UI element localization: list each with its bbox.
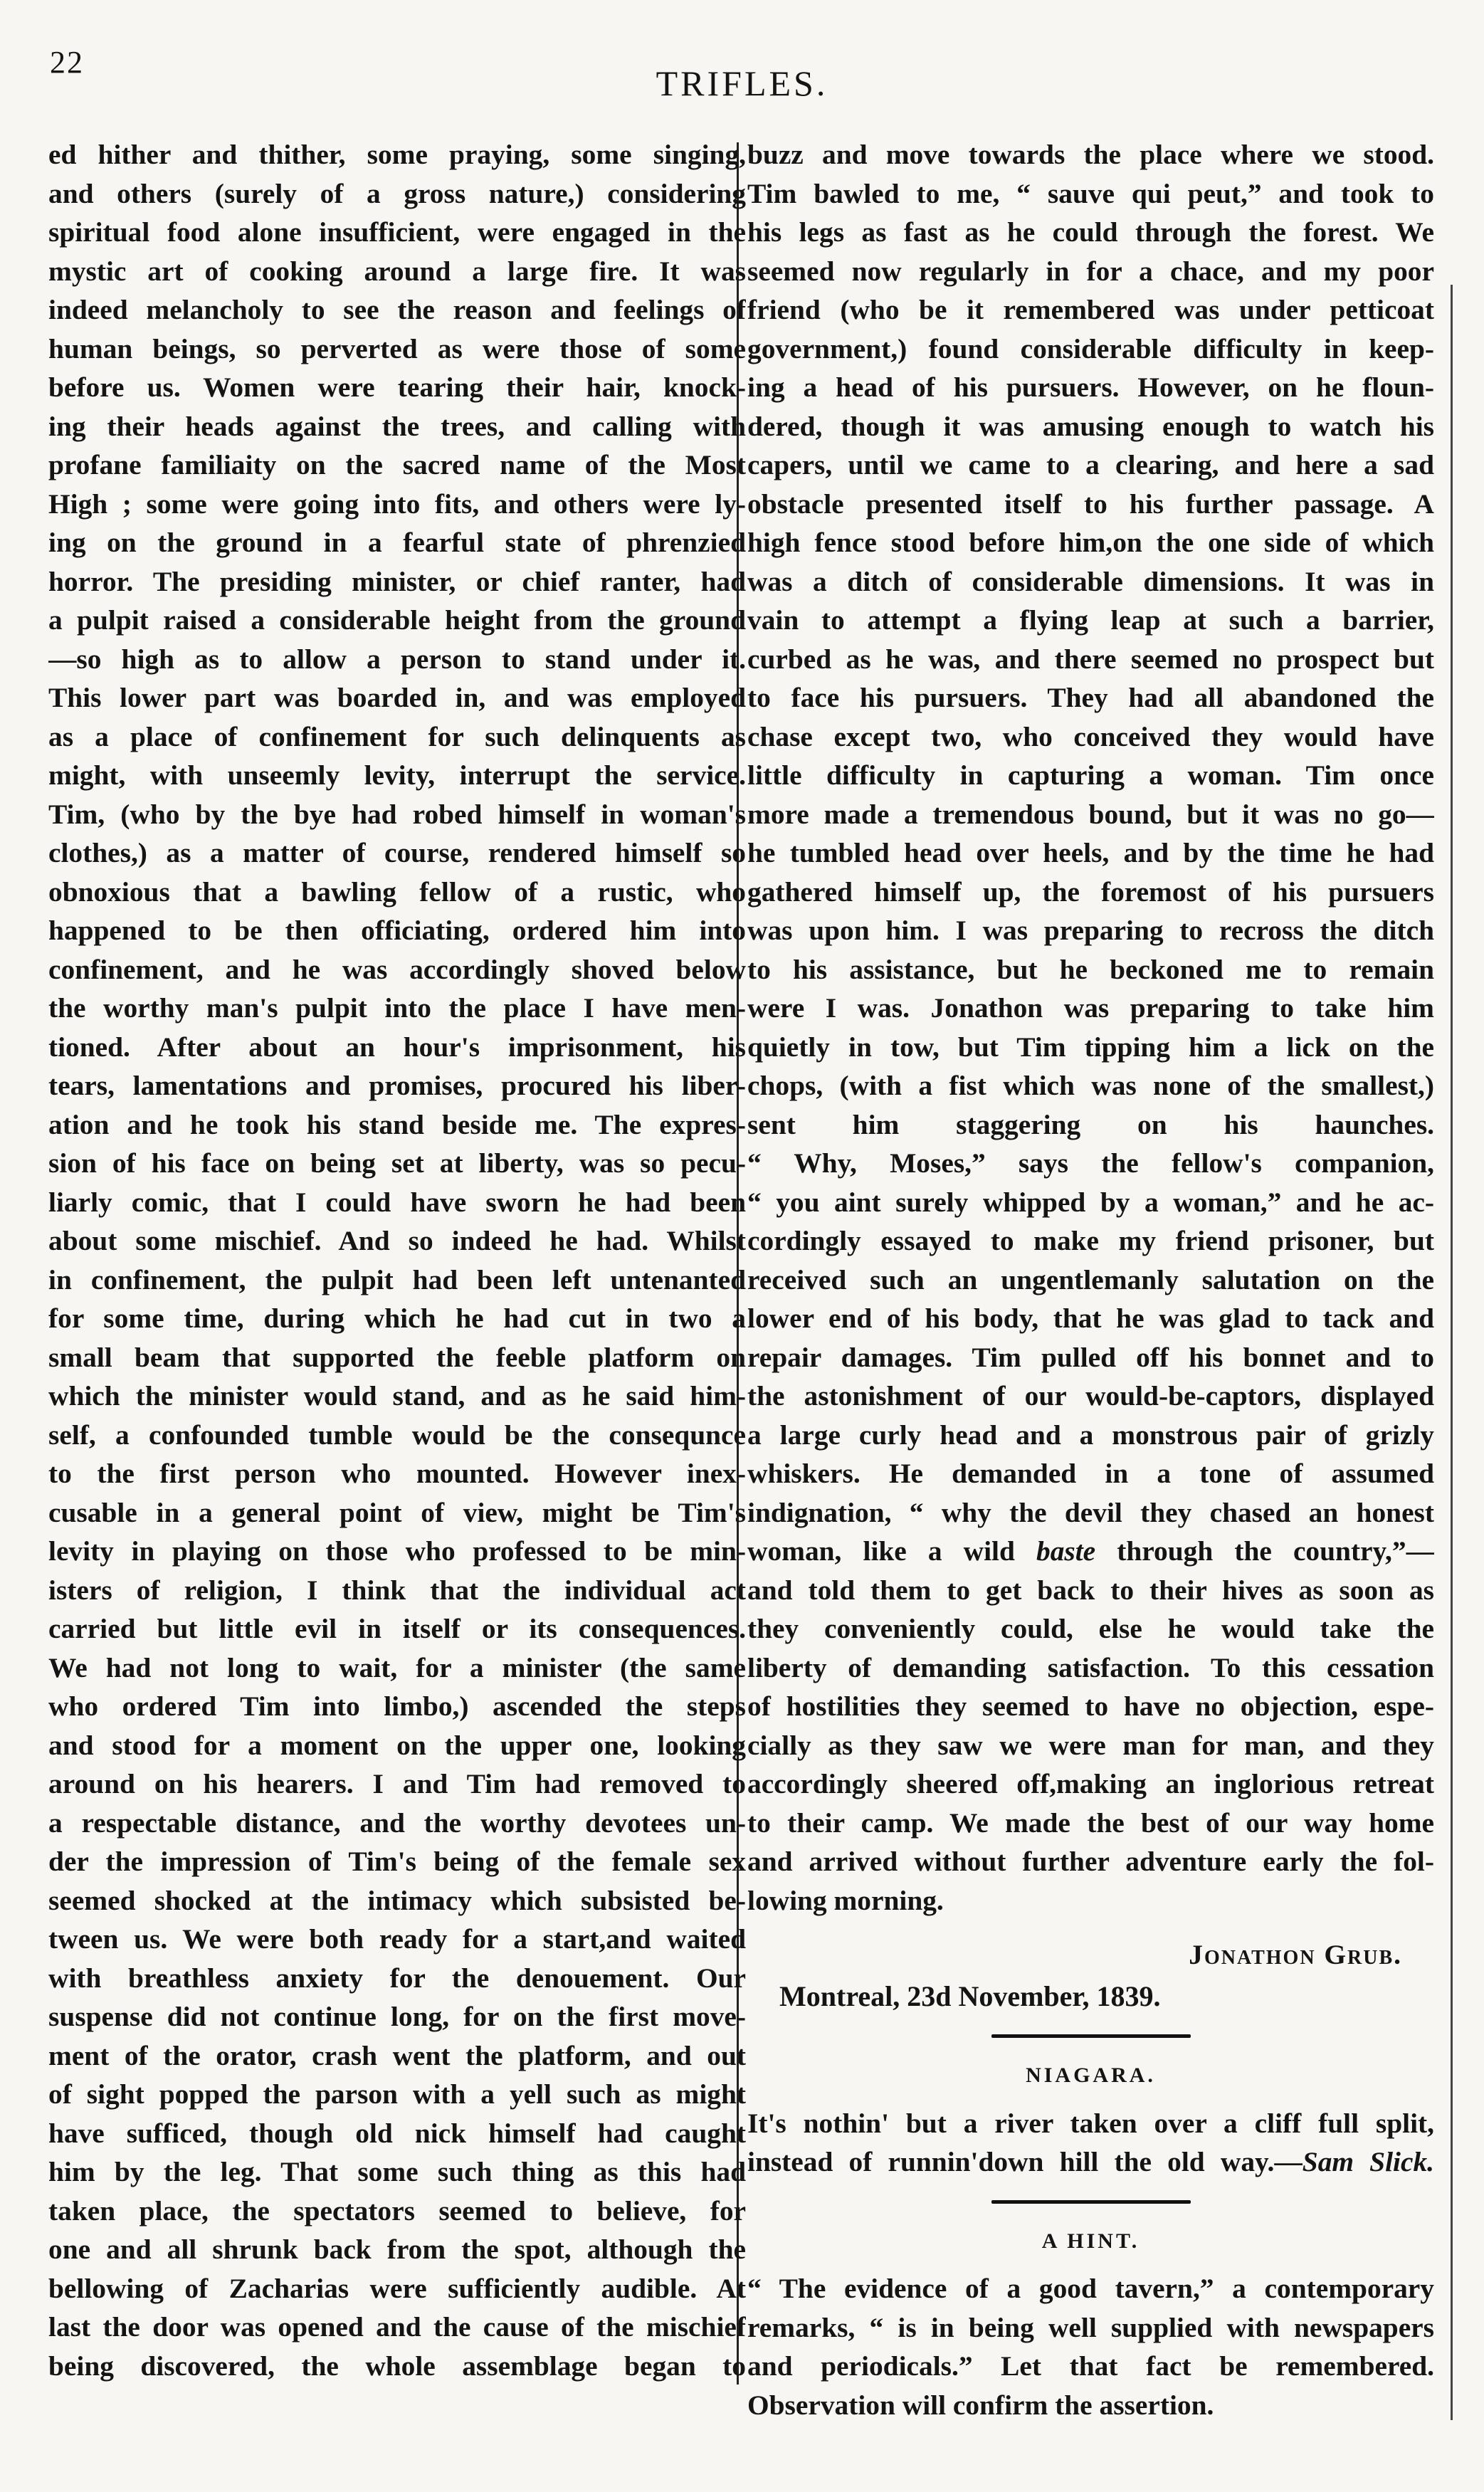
- text-line: a respectable distance, and the worthy devotees un-: [48, 1807, 746, 1839]
- text-line: government,) found considerable difficulty in keep-: [747, 332, 1434, 364]
- text-line: Tim bawled to me, “ sauve qui peut,” and took to: [747, 177, 1434, 209]
- text-line: chops, (with a fist which was none of the smallest,): [747, 1070, 1434, 1101]
- text-line: his legs as fast as he could through the forest. We: [747, 216, 1434, 248]
- text-line: lowing morning.: [747, 1884, 944, 1916]
- text-line: tioned. After about an hour's imprisonment, his: [48, 1031, 746, 1063]
- text-line: liberty of demanding satisfaction. To this cessation: [747, 1651, 1434, 1683]
- text-line: chase except two, who conceived they would have: [747, 720, 1434, 752]
- niagara-line: It's nothin' but a river taken over a cliff full split,: [747, 2107, 1434, 2139]
- text-line: quietly in tow, but Tim tipping him a lick on the: [747, 1031, 1434, 1063]
- text-line: the worthy man's pulpit into the place I have men-: [48, 992, 746, 1024]
- text-line: might, with unseemly levity, interrupt the service.: [48, 759, 746, 791]
- text-line: indignation, “ why the devil they chased an honest: [747, 1496, 1434, 1528]
- text-line: he tumbled head over heels, and by the time he had: [747, 837, 1434, 868]
- text-line: profane familiaity on the sacred name of the Most: [48, 449, 746, 480]
- text-line: “ you aint surely whipped by a woman,” and he ac-: [747, 1186, 1434, 1218]
- text-line: cordingly essayed to make my friend prisoner, but: [747, 1225, 1434, 1256]
- text-line: suspense did not continue long, for on the first move-: [48, 2001, 746, 2032]
- text-line: and others (surely of a gross nature,) considering: [48, 177, 746, 209]
- text-line: in confinement, the pulpit had been left untenanted: [48, 1263, 746, 1295]
- text-line: to his assistance, but he beckoned me to remain: [747, 953, 1434, 985]
- text-line: cially as they saw we were man for man, and they: [747, 1729, 1434, 1761]
- text-line: were I was. Jonathon was preparing to take him: [747, 992, 1434, 1024]
- hint-line: and periodicals.” Let that fact be remembered.: [747, 2350, 1434, 2382]
- text-line: and told them to get back to their hives as soon as: [747, 1574, 1434, 1606]
- text-line: vain to attempt a flying leap at such a barrier,: [747, 604, 1434, 636]
- text-line: carried but little evil in itself or its consequences.: [48, 1613, 746, 1644]
- text-line: confinement, and he was accordingly shoved below: [48, 953, 746, 985]
- text-line: spiritual food alone insufficient, were engaged in the: [48, 216, 746, 248]
- text-line: capers, until we came to a clearing, and here a sad: [747, 449, 1434, 480]
- text-line: and stood for a moment on the upper one, looking: [48, 1729, 746, 1761]
- story-continuation: [747, 135, 1434, 1920]
- text-line: —so high as to allow a person to stand under it.: [48, 643, 746, 675]
- text-line: a pulpit raised a considerable height from the ground: [48, 604, 746, 636]
- text-line: ed hither and thither, some praying, some singing,: [48, 139, 746, 170]
- text-line: woman, like a wild baste through the country,”—: [747, 1535, 1434, 1567]
- text-line: curbed as he was, and there seemed no prospect but: [747, 643, 1434, 675]
- text-line: little difficulty in capturing a woman. Tim once: [747, 759, 1434, 791]
- niagara-attribution: Sam Slick.: [1302, 2146, 1434, 2177]
- text-line: Tim, (who by the bye had robed himself in woman's: [48, 798, 746, 830]
- text-line: obnoxious that a bawling fellow of a rustic, who: [48, 876, 746, 908]
- text-line: sion of his face on being set at liberty, was so pecu-: [48, 1147, 746, 1179]
- text-line: lower end of his body, that he was glad to tack and: [747, 1303, 1434, 1334]
- text-line: seemed now regularly in for a chace, and my poor: [747, 255, 1434, 287]
- text-line: friend (who be it remembered was under petticoat: [747, 294, 1434, 325]
- text-line: as a place of confinement for such delinquents as: [48, 720, 746, 752]
- text-line: We had not long to wait, for a minister (the same: [48, 1651, 746, 1683]
- hint-heading: A HINT.: [1041, 2229, 1140, 2253]
- text-line: who ordered Tim into limbo,) ascended the steps: [48, 1691, 746, 1722]
- text-line: der the impression of Tim's being of the female sex: [48, 1846, 746, 1877]
- text-line: ation and he took his stand beside me. The expres-: [48, 1108, 746, 1140]
- italic-word: baste: [1036, 1535, 1096, 1567]
- text-line: accordingly sheered off,making an inglorious retreat: [747, 1768, 1434, 1799]
- text-line: sent him staggering on his haunches.: [747, 1108, 1434, 1140]
- text-line: with breathless anxiety for the denouement. Our: [48, 1962, 746, 1994]
- text-line: bellowing of Zacharias were sufficiently audible. At: [48, 2272, 746, 2304]
- text-line: seemed shocked at the intimacy which subsisted be-: [48, 1884, 746, 1916]
- text-line: tween us. We were both ready for a start,and waited: [48, 1923, 746, 1955]
- text-line: High ; some were going into fits, and others were ly-: [48, 488, 746, 520]
- text-line: for some time, during which he had cut in two a: [48, 1303, 746, 1334]
- text-line: human beings, so perverted as were those of some: [48, 332, 746, 364]
- text-line: happened to be then officiating, ordered him into: [48, 915, 746, 946]
- text-line: isters of religion, I think that the individual act: [48, 1574, 746, 1606]
- text-line: received such an ungentlemanly salutation on the: [747, 1263, 1434, 1295]
- page-edge-rule: [1451, 285, 1453, 2420]
- text-line: around on his hearers. I and Tim had removed to: [48, 1768, 746, 1799]
- text-line: was upon him. I was preparing to recross the ditch: [747, 915, 1434, 946]
- text-line: taken place, the spectators seemed to believe, for: [48, 2194, 746, 2226]
- text-line: they conveniently could, else he would take the: [747, 1613, 1434, 1644]
- text-line: ing a head of his pursuers. However, on he floun-: [747, 372, 1434, 403]
- section-rule: [991, 2200, 1191, 2204]
- text-line: to face his pursuers. They had all abandoned the: [747, 682, 1434, 713]
- niagara-line: [747, 2143, 1434, 2182]
- text-line: ment of the orator, crash went the platform, and out: [48, 2039, 746, 2071]
- text-line: one and all shrunk back from the spot, although the: [48, 2234, 746, 2265]
- hint-line: Observation will confirm the assertion.: [747, 2389, 1214, 2421]
- text-line: him by the leg. That some such thing as this had: [48, 2156, 746, 2187]
- text-line: tears, lamentations and promises, procured his liber-: [48, 1070, 746, 1101]
- text-line: gathered himself up, the foremost of his pursuers: [747, 876, 1434, 908]
- text-line: have sufficed, though old nick himself had caught: [48, 2117, 746, 2149]
- text-line: last the door was opened and the cause of the mischief: [48, 2311, 746, 2343]
- text-line: the astonishment of our would-be-captors, displayed: [747, 1380, 1434, 1411]
- hint-body: [747, 2269, 1434, 2424]
- text-line: self, a confounded tumble would be the consequnce: [48, 1419, 746, 1451]
- hint-line: “ The evidence of a good tavern,” a contemporary: [747, 2273, 1434, 2304]
- text-line: of sight popped the parson with a yell such as might: [48, 2078, 746, 2110]
- text-line: ing on the ground in a fearful state of phrenzied: [48, 527, 746, 558]
- text-line: This lower part was boarded in, and was employed: [48, 682, 746, 713]
- text-line: a large curly head and a monstrous pair of grizly: [747, 1419, 1434, 1451]
- text-line: indeed melancholy to see the reason and feelings of: [48, 294, 746, 325]
- text-line: before us. Women were tearing their hair, knock-: [48, 372, 746, 403]
- text-line: was a ditch of considerable dimensions. It was in: [747, 565, 1434, 597]
- text-line: dered, though it was amusing enough to watch his: [747, 410, 1434, 442]
- text-line: buzz and move towards the place where we stood.: [747, 139, 1434, 170]
- hint-line: remarks, “ is in being well supplied with newspapers: [747, 2311, 1434, 2343]
- left-column: [48, 135, 746, 2385]
- page-number: 22: [50, 45, 84, 80]
- dateline: Montreal, 23d November, 1839.: [779, 1980, 1161, 2012]
- text-line: high fence stood before him,on the one side of which: [747, 527, 1434, 558]
- text-line: ing their heads against the trees, and calling with: [48, 410, 746, 442]
- text-line: being discovered, the whole assemblage began to: [48, 2350, 746, 2382]
- text-line: clothes,) as a matter of course, rendered himself so: [48, 837, 746, 868]
- niagara-text: instead of runnin'down hill the old way.—: [747, 2146, 1303, 2177]
- text-line: levity in playing on those who professed to be min-: [48, 1535, 746, 1567]
- running-title: TRIFLES.: [656, 63, 828, 103]
- text-line: liarly comic, that I could have sworn he had been: [48, 1186, 746, 1218]
- text-line: of hostilities they seemed to have no objection, espe-: [747, 1691, 1434, 1722]
- text-line: horror. The presiding minister, or chief ranter, had: [48, 565, 746, 597]
- text-line: mystic art of cooking around a large fire. It was: [48, 255, 746, 287]
- text-line: small beam that supported the feeble platform on: [48, 1341, 746, 1373]
- text-line: to the first person who mounted. However inex-: [48, 1458, 746, 1489]
- text-line: about some mischief. And so indeed he had. Whilst: [48, 1225, 746, 1256]
- author-signature: Jonathon Grub.: [1189, 1939, 1402, 1970]
- text-line: repair damages. Tim pulled off his bonnet and to: [747, 1341, 1434, 1373]
- right-column: [747, 135, 1434, 2424]
- text-line: more made a tremendous bound, but it was no go—: [747, 798, 1434, 830]
- text-line: “ Why, Moses,” says the fellow's companion,: [747, 1147, 1434, 1179]
- text-line: to their camp. We made the best of our way home: [747, 1807, 1434, 1839]
- text-line: which the minister would stand, and as he said him-: [48, 1380, 746, 1411]
- text-line: cusable in a general point of view, might be Tim's: [48, 1496, 746, 1528]
- niagara-heading: NIAGARA.: [1026, 2063, 1156, 2087]
- text-line: whiskers. He demanded in a tone of assumed: [747, 1458, 1434, 1489]
- text-line: and arrived without further adventure early the fol-: [747, 1846, 1434, 1877]
- text-line: obstacle presented itself to his further passage. A: [747, 488, 1434, 520]
- section-rule: [991, 2034, 1191, 2038]
